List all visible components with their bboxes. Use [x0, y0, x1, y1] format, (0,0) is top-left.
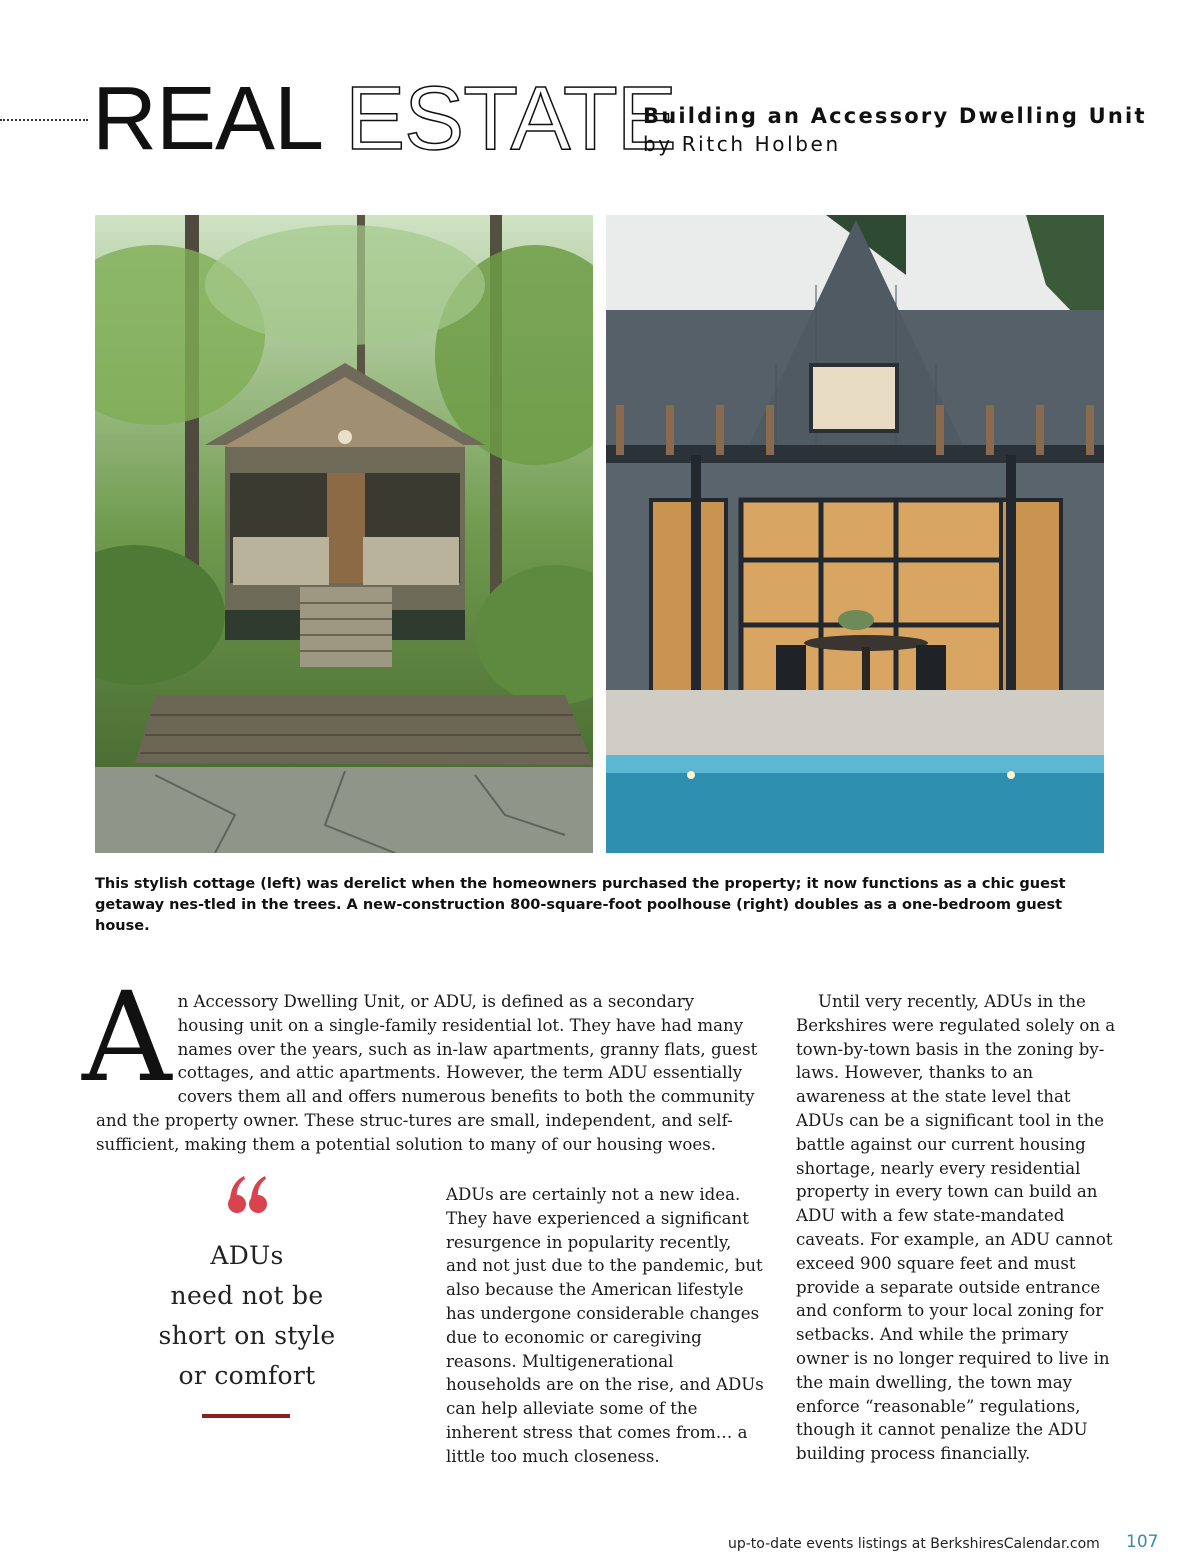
poolhouse-photo [606, 215, 1104, 853]
quote-mark-icon [226, 1168, 270, 1218]
pull-quote-line: ADUs [210, 1241, 284, 1270]
drop-cap: A [82, 966, 172, 1110]
pull-quote-line: or comfort [178, 1361, 316, 1390]
intro-text: n Accessory Dwelling Unit, or ADU, is defined as a secondary housing unit on a single-family residential lot. They have had many names over the years, such as in-law apartments, granny flats, guest cottages, and attic apartments. However, the term ADU essentially covers them all and offers numerous benefits to both the community and the property owner. These struc-tures are small, independent, and self-sufficient, making them a potential solution to many of our housing woes. [96, 992, 758, 1154]
page-number: 107 [1126, 1532, 1159, 1552]
photo-caption: This stylish cottage (left) was derelict when the homeowners purchased the property; it now functions as a chic guest getaway nes-tled in the trees. A new-construction 800-square-foot poolhouse (right) doubles as a one-bedroom guest house. [95, 876, 1066, 934]
right-column [796, 990, 1122, 1466]
article-headline: Building an Accessory Dwelling Unit [643, 104, 1147, 128]
cottage-photo [95, 215, 593, 853]
pull-quote [130, 1236, 364, 1396]
dotted-rule [0, 119, 88, 121]
section-title [92, 69, 676, 169]
intro-paragraph [82, 966, 764, 1157]
right-column-text: Until very recently, ADUs in the Berkshires were regulated solely on a town-by-town basis in the zoning by-laws. However, thanks to an awareness at the state level that ADUs can be a significant tool in the battle against our current housing shortage, nearly every residential property in every town can build an ADU with a few state-mandated caveats. For example, an ADU cannot exceed 900 square feet and must provide a separate outside entrance and conform to your local zoning for setbacks. And while the primary owner is no longer required to live in the main dwelling, the town may enforce “reasonable” regulations, though it cannot penalize the ADU building process financially. [796, 992, 1116, 1464]
pull-quote-rule [202, 1414, 290, 1418]
pull-quote-line: short on style [158, 1321, 336, 1350]
section-title-word-1: REAL [92, 69, 324, 169]
section-title-word-2: ESTATE [345, 69, 676, 169]
pull-quote-line: need not be [170, 1281, 324, 1310]
article-byline: by Ritch Holben [643, 132, 841, 156]
middle-column-text: ADUs are certainly not a new idea. They have experienced a significant resurgence in popularity recently, and not just due to the pandemic, but also because the American lifestyle has undergone considerable changes due to economic or caregiving reasons. Multigenerational households are on the rise, and ADUs can help alleviate some of the inherent stress that comes from… a little too much closeness. [446, 1185, 764, 1466]
footer-text: up-to-date events listings at BerkshiresCalendar.com [728, 1536, 1100, 1552]
